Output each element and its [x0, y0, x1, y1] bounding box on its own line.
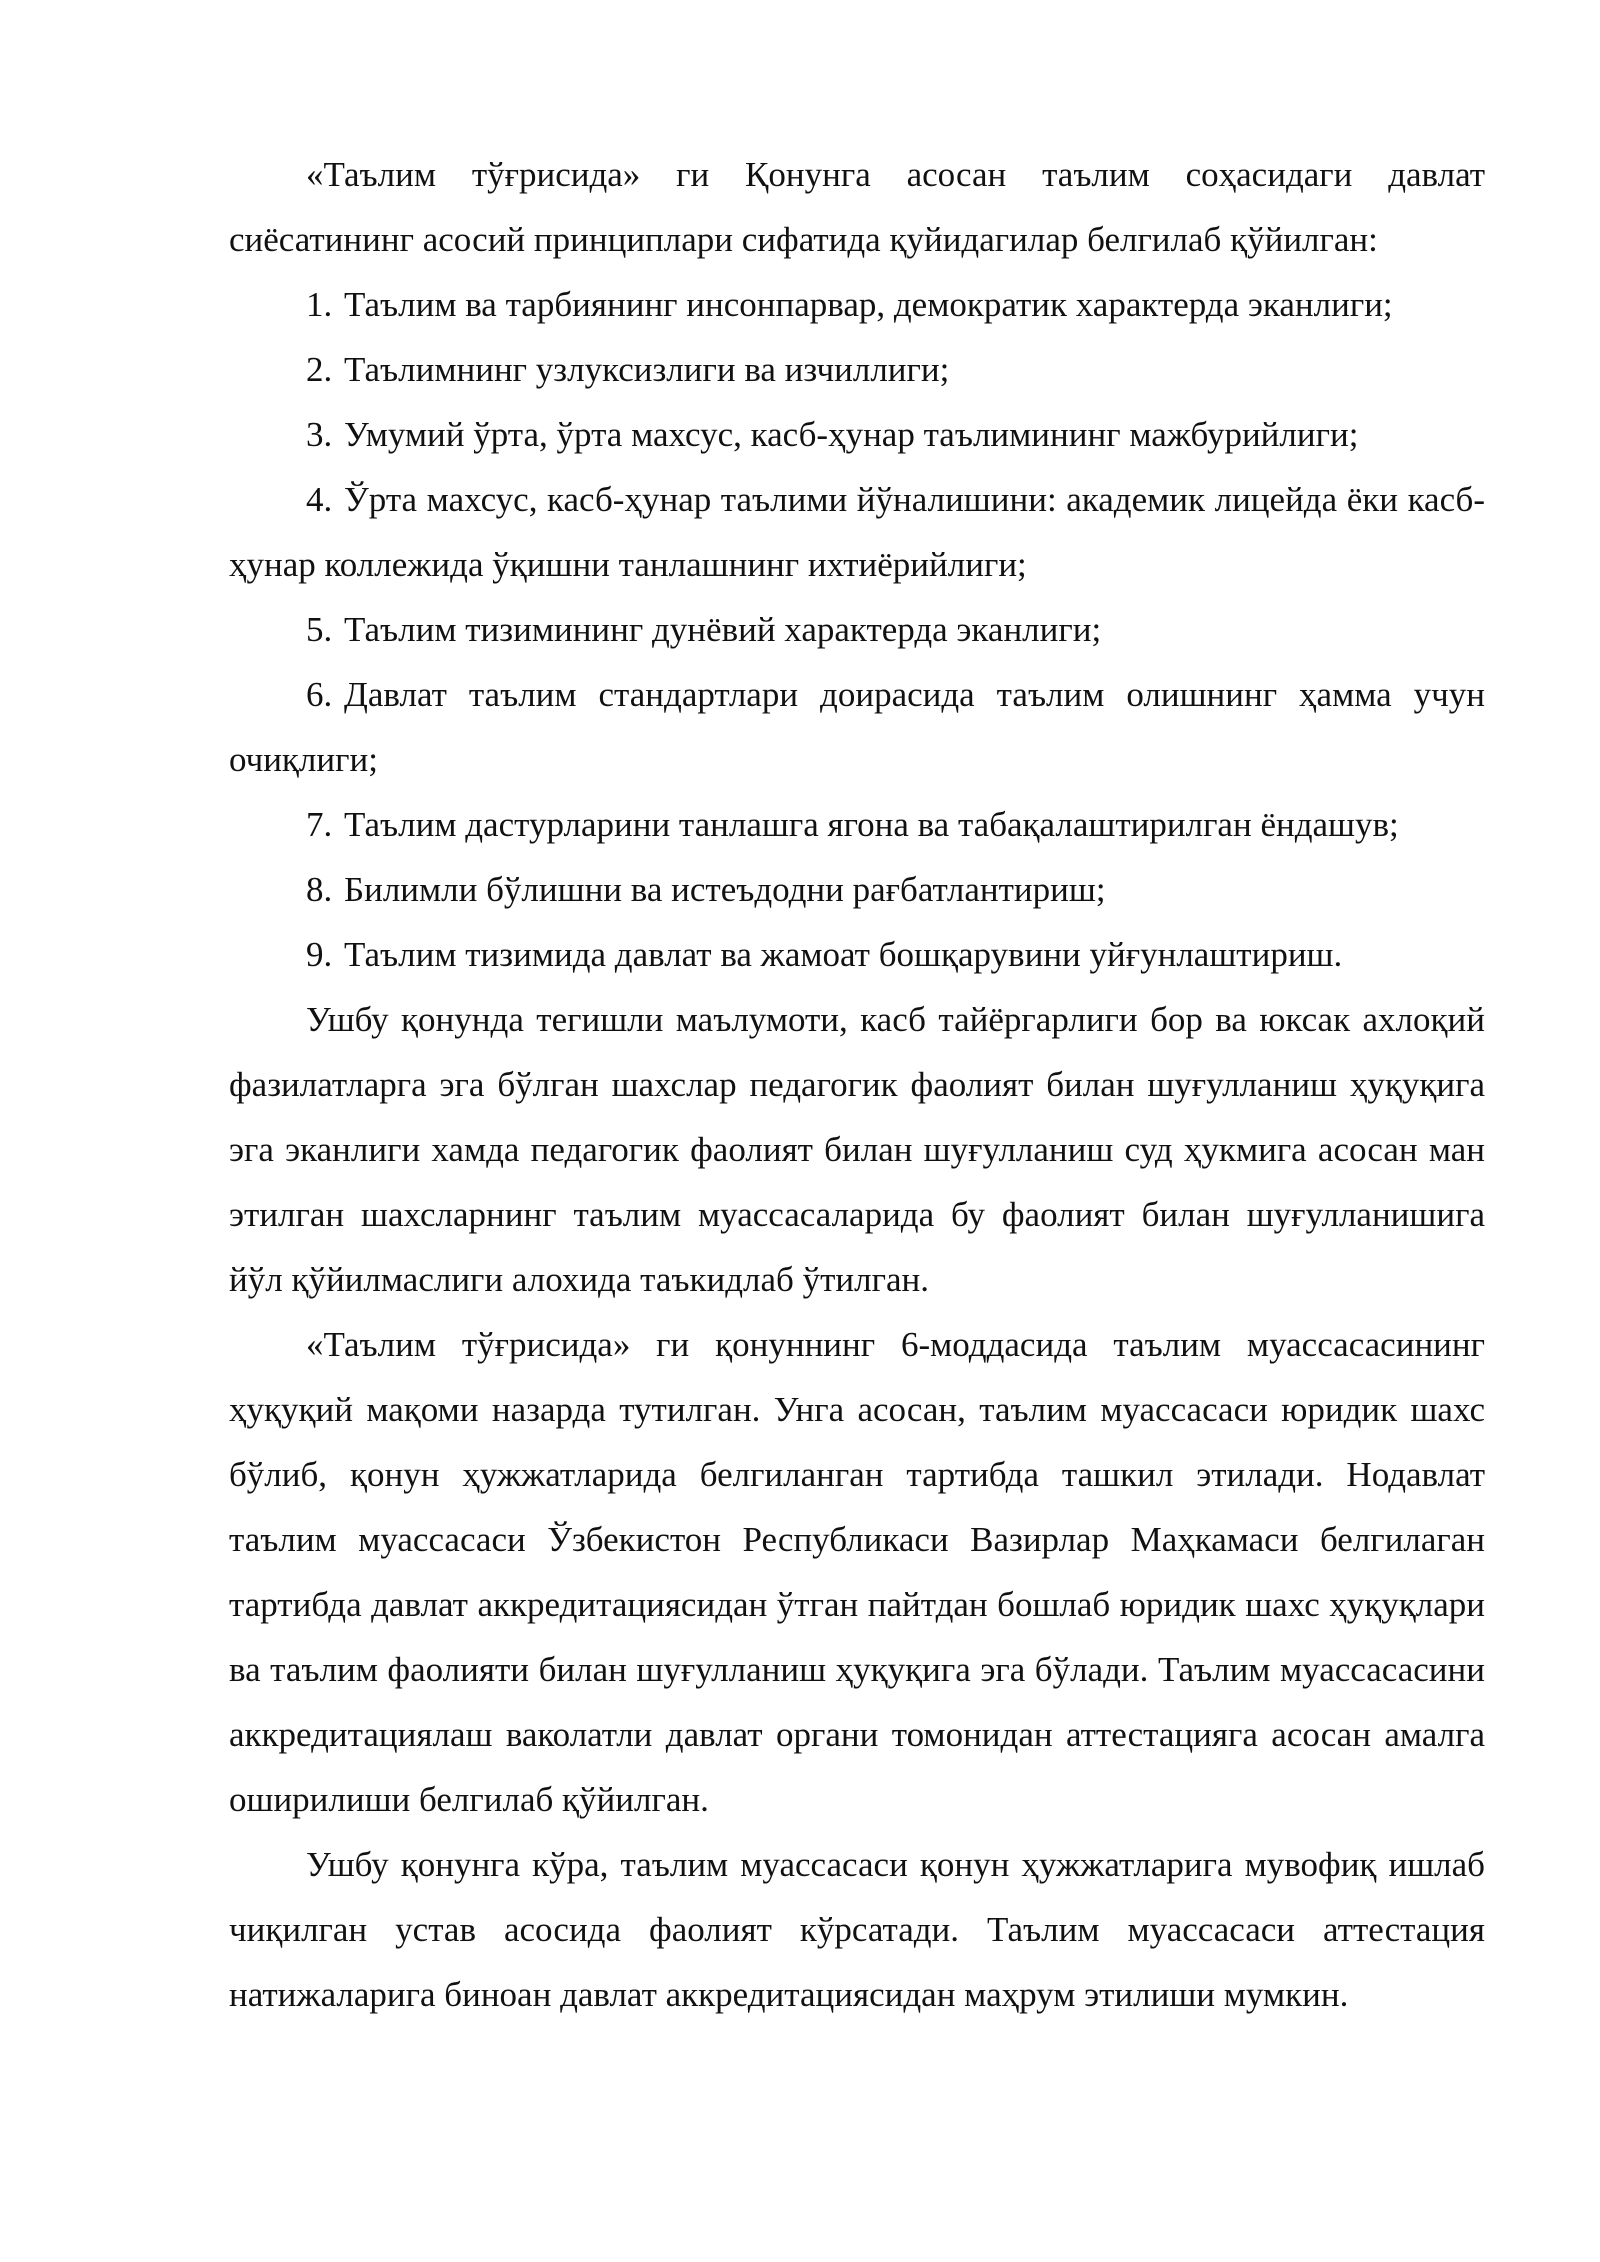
list-text: Умумий ўрта, ўрта махсус, касб-ҳунар таълимининг мажбурийлиги; [344, 415, 1359, 454]
list-item [229, 272, 1485, 337]
list-number: 9. [306, 935, 333, 974]
list-text: Таълим тизимида давлат ва жамоат бошқарувини уйғунлаштириш. [344, 935, 1343, 974]
list-item [229, 597, 1485, 662]
list-item [229, 857, 1485, 922]
list-text: Таълим дастурларини танлашга ягона ва табақалаштирилган ёндашув; [344, 805, 1399, 844]
list-item [229, 467, 1485, 597]
list-text: Таълим ва тарбиянинг инсонпарвар, демократик характерда эканлиги; [344, 285, 1393, 324]
list-item [229, 402, 1485, 467]
list-item [229, 792, 1485, 857]
list-text: Таълимнинг узлуксизлиги ва изчиллиги; [344, 350, 950, 389]
document-page [229, 142, 1485, 2027]
list-number: 4. [306, 480, 333, 519]
list-number: 1. [306, 285, 333, 324]
list-text: Таълим тизимининг дунёвий характерда эканлиги; [344, 610, 1102, 649]
paragraph-4: Ушбу қонунга кўра, таълим муассасаси қонун ҳужжатларига мувофиқ ишлаб чиқилган устав асосида фаолият кўрсатади. Таълим муассасаси аттестация натижаларига биноан давлат аккредитациясидан маҳрум этилиши мумкин. [229, 1845, 1485, 2014]
list-item [229, 922, 1485, 987]
list-number: 2. [306, 350, 333, 389]
list-number: 3. [306, 415, 333, 454]
intro-paragraph: «Таълим тўғрисида» ги Қонунга асосан таълим соҳасидаги давлат сиёсатининг асосий принциплари сифатида қуйидагилар белгилаб қўйилган: [229, 155, 1485, 259]
list-item [229, 662, 1485, 792]
list-number: 7. [306, 805, 333, 844]
list-text: Билимли бўлишни ва истеъдодни рағбатлантириш; [344, 870, 1106, 909]
list-text: Давлат таълим стандартлари доирасида таълим олишнинг ҳамма учун очиқлиги; [229, 675, 1485, 779]
paragraph-3: «Таълим тўғрисида» ги қонуннинг 6-моддасида таълим муассасасининг ҳуқуқий мақоми назарда тутилган. Унга асосан, таълим муассасаси юридик шахс бўлиб, қонун ҳужжатларида белгиланган тартибда ташкил этилади. Нодавлат таълим муассасаси Ўзбекистон Республикаси Вазирлар Маҳкамаси белгилаган тартибда давлат аккредитациясидан ўтган пайтдан бошлаб юридик шахс ҳуқуқлари ва таълим фаолияти билан шуғулланиш ҳуқуқига эга бўлади. Таълим муассасасини аккредитациялаш ваколатли давлат органи томонидан аттестацияга асосан амалга оширилиши белгилаб қўйилган. [229, 1325, 1485, 1819]
paragraph-2: Ушбу қонунда тегишли маълумоти, касб тайёргарлиги бор ва юксак ахлоқий фазилатларга эга бўлган шахслар педагогик фаолият билан шуғулланиш ҳуқуқига эга эканлиги хамда педагогик фаолият билан шуғулланиш суд ҳукмига асосан ман этилган шахсларнинг таълим муассасаларида бу фаолият билан шуғулланишига йўл қўйилмаслиги алохида таъкидлаб ўтилган. [229, 1000, 1485, 1299]
list-text: Ўрта махсус, касб-ҳунар таълими йўналишини: академик лицейда ёки касб-ҳунар коллежида ўқишни танлашнинг ихтиёрийлиги; [229, 480, 1485, 584]
list-number: 5. [306, 610, 333, 649]
list-number: 6. [306, 675, 333, 714]
principles-list [229, 272, 1485, 987]
list-number: 8. [306, 870, 333, 909]
list-item [229, 337, 1485, 402]
